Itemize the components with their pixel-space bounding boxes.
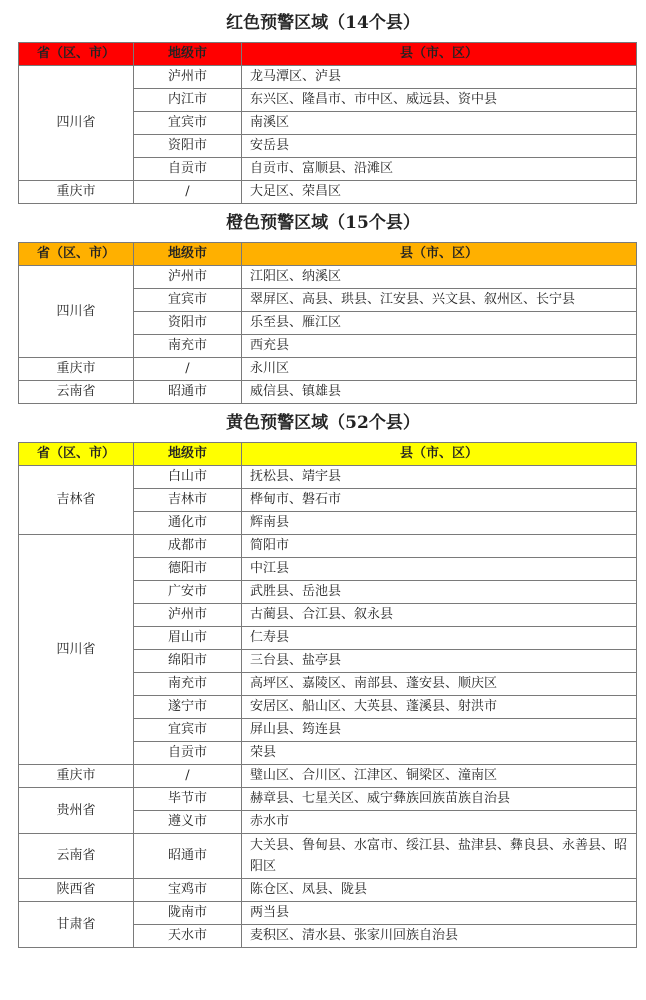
prefecture-cell: /	[134, 765, 242, 788]
prefecture-cell: 遂宁市	[134, 696, 242, 719]
counties-cell: 荣县	[242, 742, 637, 765]
province-cell: 甘肃省	[19, 902, 134, 948]
table-row	[19, 902, 637, 925]
province-cell: 陕西省	[19, 879, 134, 902]
counties-cell: 桦甸市、磐石市	[242, 489, 637, 512]
counties-cell: 璧山区、合川区、江津区、铜梁区、潼南区	[242, 765, 637, 788]
counties-cell: 抚松县、靖宇县	[242, 466, 637, 489]
counties-cell: 大关县、鲁甸县、水富市、绥江县、盐津县、彝良县、永善县、昭阳区	[242, 834, 637, 879]
prefecture-cell: 德阳市	[134, 558, 242, 581]
header-province: 省（区、市）	[19, 443, 134, 466]
table-row	[19, 834, 637, 879]
counties-cell: 安居区、船山区、大英县、蓬溪县、射洪市	[242, 696, 637, 719]
header-province: 省（区、市）	[19, 243, 134, 266]
province-cell: 重庆市	[19, 765, 134, 788]
prefecture-cell: 通化市	[134, 512, 242, 535]
prefecture-cell: 昭通市	[134, 381, 242, 404]
header-counties: 县（市、区）	[242, 243, 637, 266]
counties-cell: 赫章县、七星关区、威宁彝族回族苗族自治县	[242, 788, 637, 811]
prefecture-cell: 白山市	[134, 466, 242, 489]
prefecture-cell: 陇南市	[134, 902, 242, 925]
counties-cell: 中江县	[242, 558, 637, 581]
yellow-warning-table	[18, 442, 637, 948]
table-row	[19, 181, 637, 204]
counties-cell: 仁寿县	[242, 627, 637, 650]
province-cell: 四川省	[19, 266, 134, 358]
counties-cell: 古蔺县、合江县、叙永县	[242, 604, 637, 627]
province-cell: 云南省	[19, 834, 134, 879]
table-row	[19, 788, 637, 811]
table-row	[19, 266, 637, 289]
prefecture-cell: 吉林市	[134, 489, 242, 512]
table-row	[19, 765, 637, 788]
prefecture-cell: /	[134, 181, 242, 204]
table-row	[19, 358, 637, 381]
prefecture-cell: 自贡市	[134, 742, 242, 765]
prefecture-cell: 泸州市	[134, 604, 242, 627]
header-prefecture: 地级市	[134, 443, 242, 466]
counties-cell: 安岳县	[242, 135, 637, 158]
table-header-row	[19, 443, 637, 466]
prefecture-cell: 自贡市	[134, 158, 242, 181]
prefecture-cell: 宜宾市	[134, 289, 242, 312]
province-cell: 重庆市	[19, 358, 134, 381]
prefecture-cell: 内江市	[134, 89, 242, 112]
counties-cell: 江阳区、纳溪区	[242, 266, 637, 289]
province-cell: 四川省	[19, 66, 134, 181]
counties-cell: 南溪区	[242, 112, 637, 135]
prefecture-cell: /	[134, 358, 242, 381]
table-row	[19, 466, 637, 489]
prefecture-cell: 宜宾市	[134, 719, 242, 742]
prefecture-cell: 资阳市	[134, 312, 242, 335]
province-cell: 重庆市	[19, 181, 134, 204]
province-cell: 云南省	[19, 381, 134, 404]
table-row	[19, 66, 637, 89]
counties-cell: 自贡市、富顺县、沿滩区	[242, 158, 637, 181]
counties-cell: 龙马潭区、泸县	[242, 66, 637, 89]
prefecture-cell: 眉山市	[134, 627, 242, 650]
table-row	[19, 879, 637, 902]
counties-cell: 三台县、盐亭县	[242, 650, 637, 673]
prefecture-cell: 昭通市	[134, 834, 242, 879]
prefecture-cell: 宝鸡市	[134, 879, 242, 902]
table-row	[19, 535, 637, 558]
counties-cell: 大足区、荣昌区	[242, 181, 637, 204]
yellow-warning-title: 黄色预警区域（52个县）	[226, 413, 420, 433]
counties-cell: 武胜县、岳池县	[242, 581, 637, 604]
counties-cell: 高坪区、嘉陵区、南部县、蓬安县、顺庆区	[242, 673, 637, 696]
counties-cell: 东兴区、隆昌市、市中区、威远县、资中县	[242, 89, 637, 112]
counties-cell: 屏山县、筠连县	[242, 719, 637, 742]
prefecture-cell: 遵义市	[134, 811, 242, 834]
counties-cell: 简阳市	[242, 535, 637, 558]
prefecture-cell: 泸州市	[134, 266, 242, 289]
counties-cell: 赤水市	[242, 811, 637, 834]
prefecture-cell: 广安市	[134, 581, 242, 604]
counties-cell: 陈仓区、凤县、陇县	[242, 879, 637, 902]
counties-cell: 麦积区、清水县、张家川回族自治县	[242, 925, 637, 948]
header-counties: 县（市、区）	[242, 43, 637, 66]
province-cell: 吉林省	[19, 466, 134, 535]
red-warning-table	[18, 42, 637, 204]
prefecture-cell: 成都市	[134, 535, 242, 558]
prefecture-cell: 宜宾市	[134, 112, 242, 135]
prefecture-cell: 天水市	[134, 925, 242, 948]
counties-cell: 辉南县	[242, 512, 637, 535]
prefecture-cell: 绵阳市	[134, 650, 242, 673]
province-cell: 贵州省	[19, 788, 134, 834]
table-row	[19, 381, 637, 404]
prefecture-cell: 毕节市	[134, 788, 242, 811]
table-header-row	[19, 243, 637, 266]
orange-warning-title: 橙色预警区域（15个县）	[226, 213, 420, 233]
prefecture-cell: 泸州市	[134, 66, 242, 89]
table-header-row	[19, 43, 637, 66]
counties-cell: 永川区	[242, 358, 637, 381]
red-warning-title: 红色预警区域（14个县）	[226, 13, 420, 33]
prefecture-cell: 资阳市	[134, 135, 242, 158]
counties-cell: 翠屏区、高县、珙县、江安县、兴文县、叙州区、长宁县	[242, 289, 637, 312]
orange-warning-table	[18, 242, 637, 404]
header-province: 省（区、市）	[19, 43, 134, 66]
counties-cell: 威信县、镇雄县	[242, 381, 637, 404]
province-cell: 四川省	[19, 535, 134, 765]
counties-cell: 西充县	[242, 335, 637, 358]
header-prefecture: 地级市	[134, 43, 242, 66]
header-counties: 县（市、区）	[242, 443, 637, 466]
counties-cell: 乐至县、雁江区	[242, 312, 637, 335]
counties-cell: 两当县	[242, 902, 637, 925]
header-prefecture: 地级市	[134, 243, 242, 266]
prefecture-cell: 南充市	[134, 335, 242, 358]
prefecture-cell: 南充市	[134, 673, 242, 696]
